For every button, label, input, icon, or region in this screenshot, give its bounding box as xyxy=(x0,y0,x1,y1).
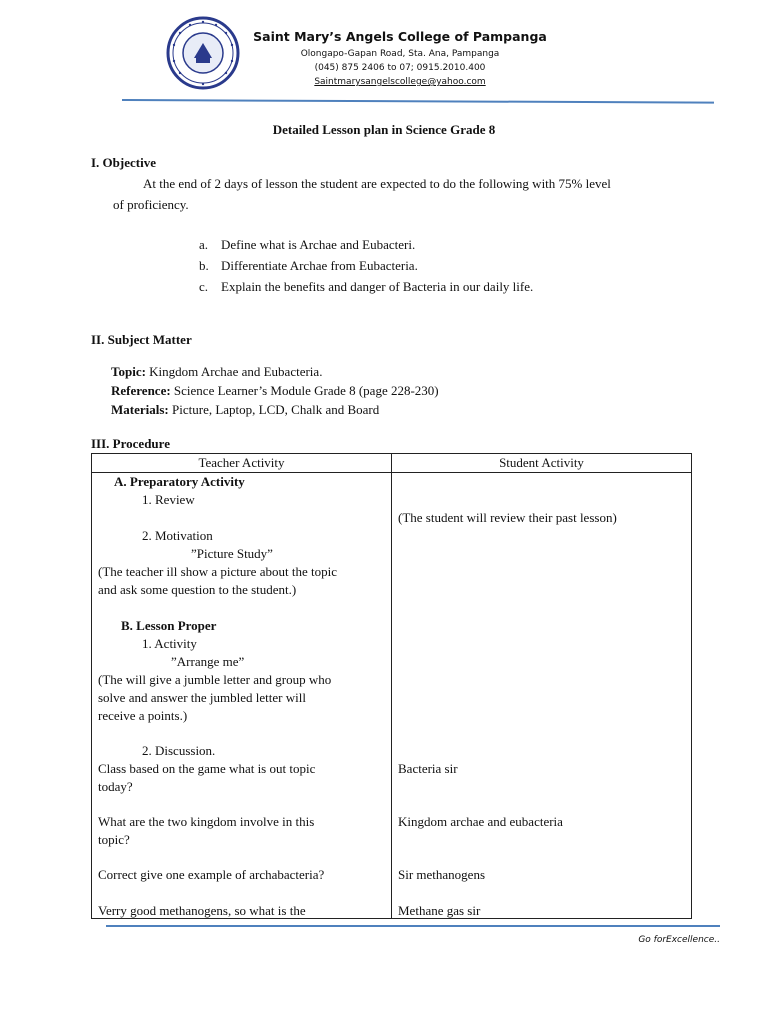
table-row xyxy=(92,473,692,919)
picture-study-label: ”Picture Study” xyxy=(191,546,273,561)
table-header-row xyxy=(92,454,692,473)
student-answer: Sir methanogens xyxy=(398,867,486,882)
school-phone: (045) 875 2406 to 07; 0915.2010.400 xyxy=(314,63,486,73)
materials-value: Picture, Laptop, LCD, Chalk and Board xyxy=(172,402,380,417)
teacher-activity-header: Teacher Activity xyxy=(92,454,392,473)
reference-label: Reference: xyxy=(111,383,171,398)
activity-step: 1. Activity xyxy=(142,636,197,651)
discussion-step: 2. Discussion. xyxy=(142,743,216,758)
reference-line xyxy=(111,383,439,399)
header-divider xyxy=(122,99,714,104)
subject-matter-heading: II. Subject Matter xyxy=(91,332,192,347)
activity-note: solve and answer the jumbled letter will xyxy=(98,690,306,705)
procedure-table xyxy=(91,453,692,919)
student-answer: Kingdom archae and eubacteria xyxy=(398,814,563,829)
topic-line xyxy=(111,364,322,380)
item-text: Explain the benefits and danger of Bacteria in our daily life. xyxy=(221,279,534,294)
preparatory-activity-heading: A. Preparatory Activity xyxy=(114,474,245,489)
lesson-proper-heading: B. Lesson Proper xyxy=(121,618,217,633)
objective-text-line2: of proficiency. xyxy=(113,197,189,212)
school-name: Saint Mary’s Angels College of Pampanga xyxy=(253,29,547,44)
objective-text-line1: At the end of 2 days of lesson the student are expected to do the following with 75% level xyxy=(143,176,611,191)
school-address: Olongapo-Gapan Road, Sta. Ana, Pampanga xyxy=(300,49,500,59)
school-email: Saintmarysangelscollege@yahoo.com xyxy=(314,77,486,87)
school-seal-logo xyxy=(166,16,240,90)
footer-motto: Go forExcellence.. xyxy=(638,935,720,945)
footer-divider xyxy=(106,925,720,927)
objective-heading: I. Objective xyxy=(91,155,156,170)
student-answer: Bacteria sir xyxy=(398,761,458,776)
reference-value: Science Learner’s Module Grade 8 (page 228-230) xyxy=(173,383,439,398)
teacher-question: Verry good methanogens, so what is the xyxy=(98,903,306,918)
item-marker: a. xyxy=(199,237,209,252)
teacher-question: Class based on the game what is out topic xyxy=(98,761,316,776)
teacher-question: What are the two kingdom involve in this xyxy=(98,814,315,829)
procedure-heading: III. Procedure xyxy=(91,436,170,451)
objective-item xyxy=(199,279,533,295)
activity-note: receive a points.) xyxy=(98,708,188,723)
student-activity-header: Student Activity xyxy=(392,454,692,473)
materials-line xyxy=(111,402,379,418)
materials-label: Materials: xyxy=(111,402,169,417)
student-answer: (The student will review their past lesson) xyxy=(398,510,617,525)
teacher-question: topic? xyxy=(98,832,130,847)
document-title: Detailed Lesson plan in Science Grade 8 xyxy=(272,122,496,137)
item-marker: b. xyxy=(199,258,209,273)
teacher-note: (The teacher ill show a picture about the topic xyxy=(98,564,337,579)
teacher-note: and ask some question to the student.) xyxy=(98,582,297,597)
student-activity-cell xyxy=(392,473,692,919)
review-step: 1. Review xyxy=(142,492,195,507)
item-marker: c. xyxy=(199,279,209,294)
teacher-question: today? xyxy=(98,779,133,794)
teacher-activity-cell xyxy=(92,473,392,919)
arrange-me-label: ”Arrange me” xyxy=(171,654,245,669)
objective-item xyxy=(199,237,415,253)
item-text: Differentiate Archae from Eubacteria. xyxy=(221,258,418,273)
teacher-question: Correct give one example of archabacteria? xyxy=(98,867,325,882)
objective-item xyxy=(199,258,418,274)
item-text: Define what is Archae and Eubacteri. xyxy=(221,237,416,252)
motivation-step: 2. Motivation xyxy=(142,528,213,543)
student-answer: Methane gas sir xyxy=(398,903,481,918)
activity-note: (The will give a jumble letter and group who xyxy=(98,672,332,687)
topic-label: Topic: xyxy=(111,364,146,379)
topic-value: Kingdom Archae and Eubacteria. xyxy=(149,364,323,379)
